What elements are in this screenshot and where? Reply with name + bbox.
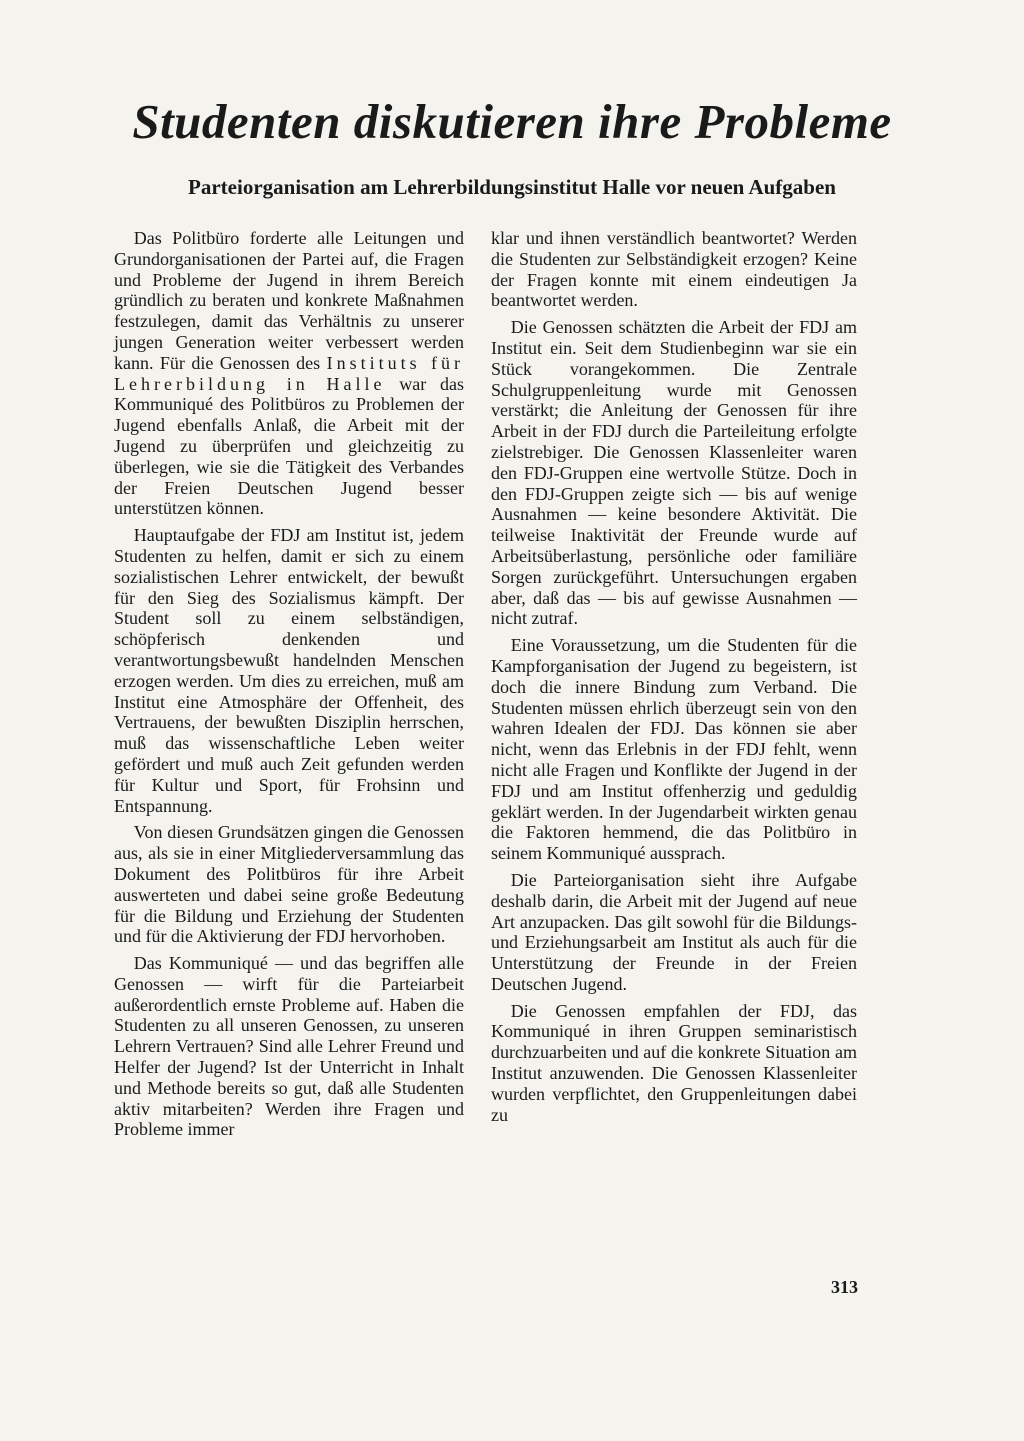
right-paragraph-2: Die Genossen schätzten die Arbeit der FDJ am Institut ein. Seit dem Studienbeginn war sie ein Stück vorangekommen. Die Zentrale Schulgruppenleitung wurde mit Genossen verstärkt; die Anleitung der Genossen für ihre Arbeit in der FDJ durch die Parteileitung erfolgte zielstrebiger. Die Genossen Klassenleiter waren den FDJ-Gruppen eine wertvolle Stütze. Doch in den FDJ-Gruppen zeigte sich — bis auf wenige Ausnahmen — keine besondere Aktivität. Die teilweise Inaktivität der Freunde wurde auf Arbeitsüberlastung, persönliche oder familiäre Sorgen zurückgeführt. Untersuchungen ergaben aber, daß das — bis auf gewisse Ausnahmen — nicht zutraf. [491,317,857,629]
article-title: Studenten diskutieren ihre Probleme [132,94,892,149]
left-p1-spaced-text: Instituts für Lehrerbildung in Halle [114,352,464,394]
right-paragraph-1: klar und ihnen verständlich beantwortet? Werden die Studenten zur Selbständigkeit erzogen? Keine der Fragen konnte mit einem eindeutigen Ja beantwortet werden. [491,228,857,311]
article-subtitle: Parteiorganisation am Lehrerbildungsinstitut Halle vor neuen Aufgaben [188,175,836,199]
left-paragraph-4: Das Kommuniqué — und das begriffen alle Genossen — wirft für die Parteiarbeit außerordentlich ernste Probleme auf. Haben die Studenten zu all unseren Genossen, zu unseren Lehrern Vertrauen? Sind alle Lehrer Freund und Helfer der Jugend? Ist der Unterricht in Inhalt und Methode bereits so gut, daß alle Studenten aktiv mitarbeiten? Werden ihre Fragen und Probleme immer [114,953,464,1140]
right-paragraph-5: Die Genossen empfahlen der FDJ, das Kommuniqué in ihren Gruppen seminaristisch durchzuarbeiten und auf die konkrete Situation am Institut anzuwenden. Die Genossen Klassenleiter wurden verpflichtet, den Gruppenleitungen dabei zu [491,1000,857,1125]
left-paragraph-2: Hauptaufgabe der FDJ am Institut ist, jedem Studenten zu helfen, damit er sich zu einem sozialistischen Lehrer entwickelt, der bewußt für den Sieg des Sozialismus kämpft. Der Student soll zu einem selbständigen, schöpferisch denkenden und verantwortungsbewußt handelnden Menschen erzogen werden. Um dies zu erreichen, muß am Institut eine Atmosphäre der Offenheit, des Vertrauens, der bewußten Disziplin herrschen, muß das wissenschaftliche Leben weiter gefördert und muß auch Zeit gefunden werden für Kultur und Sport, für Frohsinn und Entspannung. [114,525,464,816]
right-paragraph-3: Eine Voraussetzung, um die Studenten für die Kampforganisation der Jugend zu begeistern, ist doch die innere Bindung zum Verband. Die Studenten müssen ehrlich überzeugt sein von den wahren Idealen der FDJ. Das können sie aber nicht, wenn das Erlebnis in der FDJ fehlt, wenn nicht alle Fragen und Konflikte der Jugend in der FDJ und am Institut offenherzig und geduldig geklärt werden. In der Jugendarbeit wirkten genau die Faktoren hemmend, die das Politbüro in seinem Kommuniqué aussprach. [491,635,857,864]
left-paragraph-1 [114,228,464,519]
right-paragraph-4: Die Parteiorganisation sieht ihre Aufgabe deshalb darin, die Arbeit mit der Jugend auf neue Art anzupacken. Das gilt sowohl für die Bildungs- und Erziehungsarbeit am Institut als auch für die Unterstützung der Freunde in der Freien Deutschen Jugend. [491,869,857,994]
page-number: 313 [831,1277,858,1297]
left-column [114,228,464,1146]
left-p1-text-b: war das Kommuniqué des Politbüros zu Problemen der Jugend ebenfalls Anlaß, die Arbeit mit der Jugend zu überprüfen und gleichzeitig zu überlegen, wie sie die Tätigkeit des Verbandes der Freien Deutschen Jugend besser unterstützen können. [114,373,464,519]
left-p1-text-a: Das Politbüro forderte alle Leitungen und Grundorganisationen der Partei auf, die Fragen und Probleme der Jugend in ihrem Bereich gründlich zu beraten und konkrete Maßnahmen festzulegen, damit das Verhältnis zu unserer jungen Generation weiter verbessert werden kann. Für die Genossen des [114,228,464,373]
left-paragraph-3: Von diesen Grundsätzen gingen die Genossen aus, als sie in einer Mitgliederversammlung das Dokument des Politbüros für ihre Arbeit auswerteten und dabei seine große Bedeutung für die Bildung und Erziehung der Studenten und für die Aktivierung der FDJ hervorhoben. [114,822,464,947]
right-column [491,228,857,1131]
